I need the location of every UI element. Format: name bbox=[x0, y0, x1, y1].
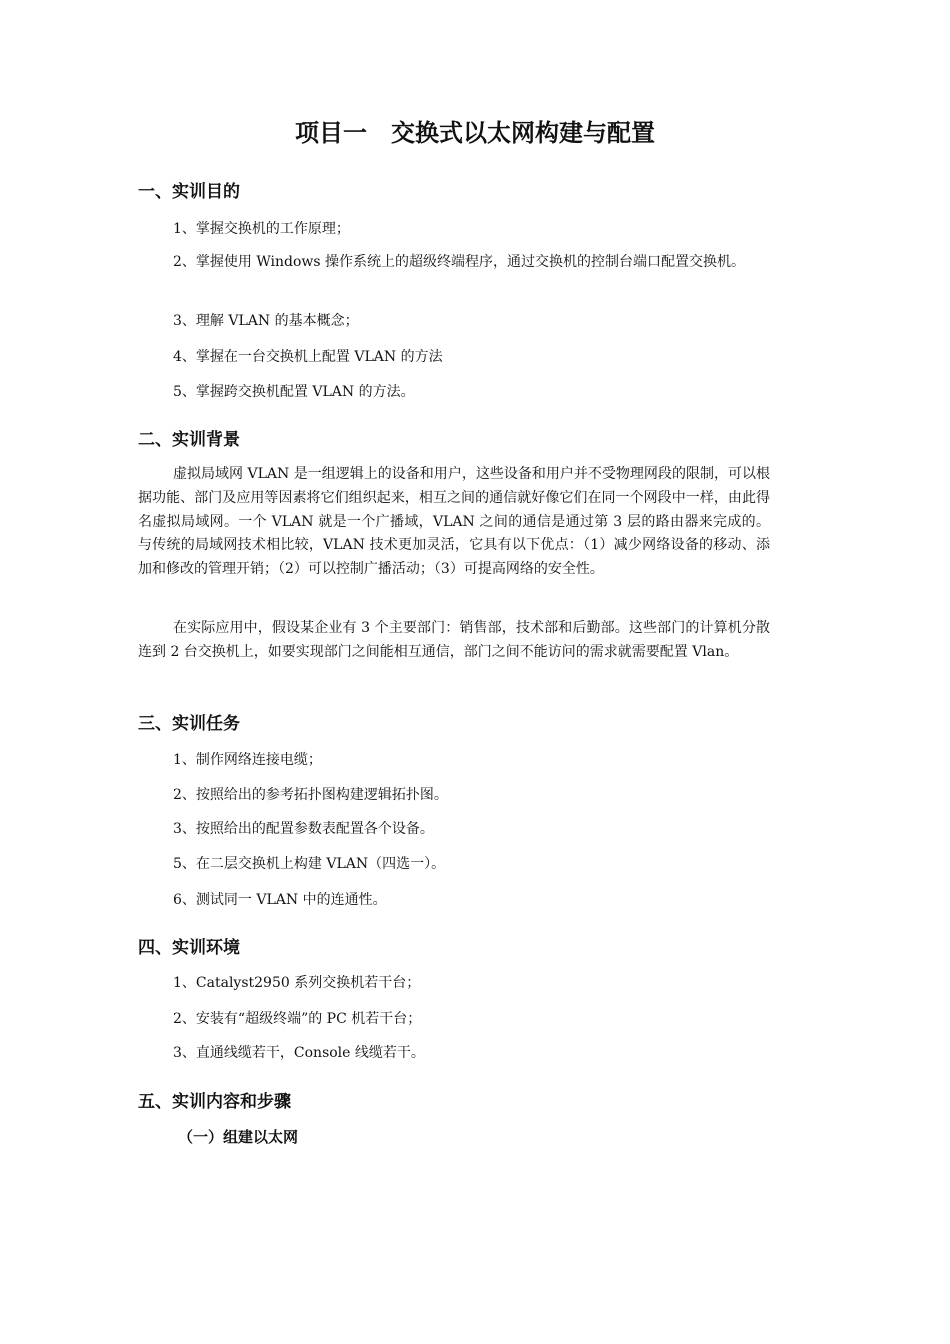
background-paragraph-2: 在实际应用中，假设某企业有 3 个主要部门：销售部，技术部和后勤部。这些部门的计算机分散连到 2 台交换机上，如要实现部门之间能相互通信，部门之间不能访问的需求就需要配置 Vlan。 bbox=[138, 620, 770, 660]
objective-item-3: 3、理解 VLAN 的基本概念； bbox=[173, 313, 359, 329]
task-item-1: 1、制作网络连接电缆； bbox=[173, 752, 322, 768]
task-item-4: 5、在二层交换机上构建 VLAN（四选一）。 bbox=[173, 856, 446, 872]
section-heading-objectives: 一、实训目的 bbox=[138, 182, 240, 202]
objective-item-1: 1、掌握交换机的工作原理； bbox=[173, 221, 350, 237]
environment-item-2: 2、安装有“超级终端”的 PC 机若干台； bbox=[173, 1011, 422, 1027]
task-item-3: 3、按照给出的配置参数表配置各个设备。 bbox=[173, 821, 434, 837]
objective-item-4: 4、掌握在一台交换机上配置 VLAN 的方法 bbox=[173, 349, 443, 365]
section-heading-steps: 五、实训内容和步骤 bbox=[138, 1092, 291, 1112]
section-heading-background: 二、实训背景 bbox=[138, 430, 240, 450]
environment-item-1: 1、Catalyst2950 系列交换机若干台； bbox=[173, 975, 421, 991]
document-title: 项目一 交换式以太网构建与配置 bbox=[295, 119, 655, 147]
environment-item-3: 3、直通线缆若干，Console 线缆若干。 bbox=[173, 1045, 425, 1061]
section-heading-environment: 四、实训环境 bbox=[138, 938, 240, 958]
objective-item-5: 5、掌握跨交换机配置 VLAN 的方法。 bbox=[173, 384, 415, 400]
objective-item-2: 2、掌握使用 Windows 操作系统上的超级终端程序，通过交换机的控制台端口配置交换机。 bbox=[173, 254, 746, 270]
background-paragraph-1: 虚拟局域网 VLAN 是一组逻辑上的设备和用户，这些设备和用户并不受物理网段的限制，可以根据功能、部门及应用等因素将它们组织起来，相互之间的通信就好像它们在同一个网段中一样，由此得名虚拟局域网。一个 VLAN 就是一个广播域，VLAN 之间的通信是通过第 3 层的路由器来完成的。与传统的局域网技术相比较，VLAN 技术更加灵活，它具有以下优点：（1）减少网络设备的移动、添加和修改的管理开销；（2）可以控制广播活动；（3）可提高网络的安全性。 bbox=[138, 466, 770, 578]
task-item-2: 2、按照给出的参考拓扑图构建逻辑拓扑图。 bbox=[173, 787, 448, 803]
subsection-heading-build-ethernet: （一）组建以太网 bbox=[178, 1128, 299, 1146]
section-heading-tasks: 三、实训任务 bbox=[138, 714, 240, 734]
task-item-5: 6、测试同一 VLAN 中的连通性。 bbox=[173, 892, 387, 908]
